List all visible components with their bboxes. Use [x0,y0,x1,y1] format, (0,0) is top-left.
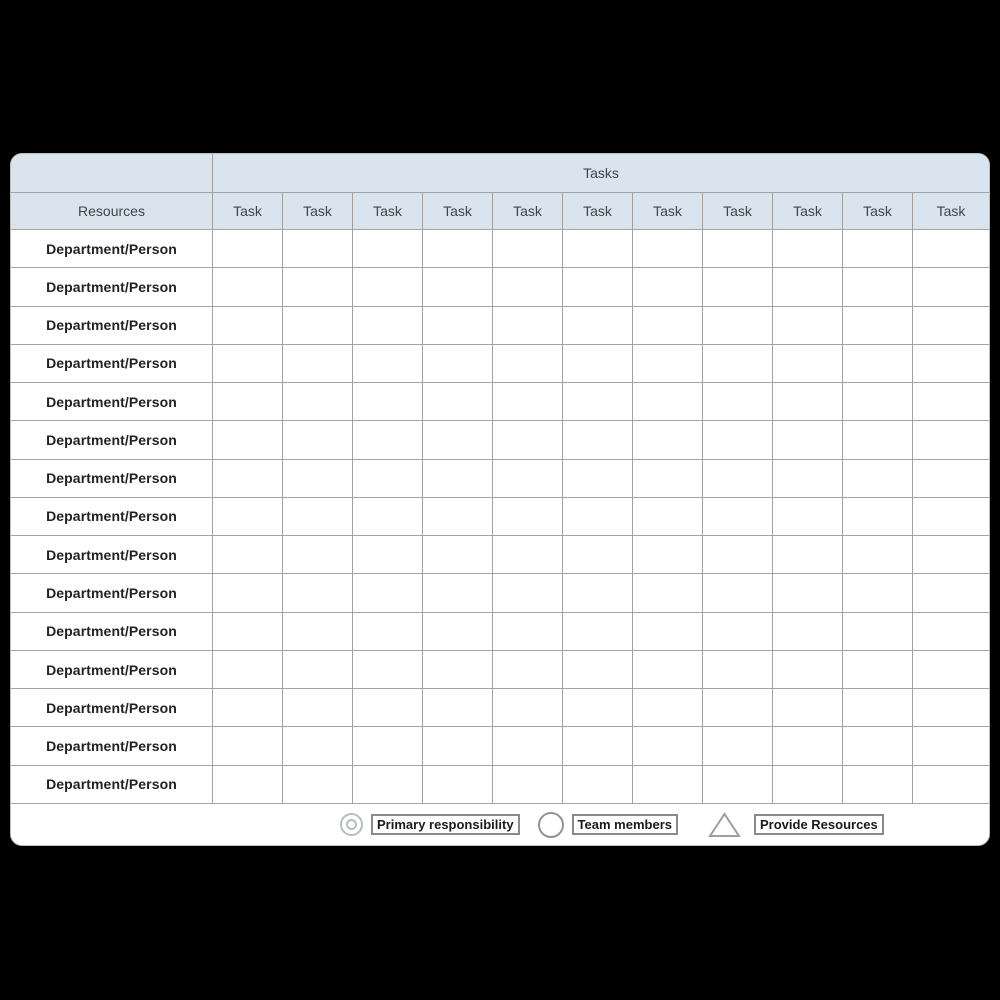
matrix-cell[interactable] [843,230,913,268]
matrix-cell[interactable] [423,268,493,306]
tasks-group-header-label: Tasks [583,165,619,181]
row-label-cell[interactable] [11,421,213,459]
matrix-cell[interactable] [493,536,563,574]
matrix-cell[interactable] [563,574,633,612]
matrix-cell[interactable] [493,727,563,765]
matrix-cell[interactable] [843,727,913,765]
matrix-cell[interactable] [423,536,493,574]
raci-matrix-card [10,153,990,846]
legend-label-provide-resources[interactable]: Provide Resources [754,814,884,835]
matrix-cell[interactable] [563,268,633,306]
provide-resources-icon [708,812,741,838]
team-members-icon [538,812,564,838]
matrix-cell[interactable] [773,766,843,804]
matrix-cell[interactable] [633,498,703,536]
task-header-cell-label: Task [793,203,822,219]
matrix-cell[interactable] [493,421,563,459]
row-label-cell-label: Department/Person [46,508,177,525]
task-header-cell[interactable] [353,193,423,230]
matrix-cell[interactable] [283,307,353,345]
matrix-cell[interactable] [353,689,423,727]
matrix-cell[interactable] [493,651,563,689]
matrix-cell[interactable] [843,268,913,306]
task-header-cell[interactable] [843,193,913,230]
matrix-cell[interactable] [563,383,633,421]
matrix-cell[interactable] [843,536,913,574]
matrix-cell[interactable] [913,498,989,536]
matrix-cell[interactable] [353,421,423,459]
matrix-cell[interactable] [563,727,633,765]
matrix-cell[interactable] [773,536,843,574]
matrix-cell[interactable] [563,613,633,651]
matrix-cell[interactable] [493,498,563,536]
matrix-cell[interactable] [353,651,423,689]
primary-responsibility-icon [340,813,363,836]
matrix-cell[interactable] [213,536,283,574]
matrix-cell[interactable] [703,727,773,765]
matrix-cell[interactable] [423,307,493,345]
matrix-cell[interactable] [563,460,633,498]
matrix-cell[interactable] [843,766,913,804]
matrix-cell[interactable] [633,307,703,345]
matrix-cell[interactable] [843,383,913,421]
matrix-cell[interactable] [213,613,283,651]
matrix-cell[interactable] [423,766,493,804]
matrix-cell[interactable] [493,766,563,804]
row-label-cell-label: Department/Person [46,278,177,295]
matrix-cell[interactable] [353,498,423,536]
matrix-cell[interactable] [703,651,773,689]
matrix-cell[interactable] [423,383,493,421]
double-circle-inner [346,819,357,830]
matrix-cell[interactable] [213,651,283,689]
matrix-cell[interactable] [843,651,913,689]
matrix-cell[interactable] [283,268,353,306]
row-label-cell[interactable] [11,574,213,612]
matrix-cell[interactable] [213,498,283,536]
row-label-cell[interactable] [11,727,213,765]
matrix-cell[interactable] [493,230,563,268]
matrix-cell[interactable] [493,689,563,727]
matrix-cell[interactable] [913,766,989,804]
row-label-cell-label: Department/Person [46,431,177,448]
matrix-cell[interactable] [283,574,353,612]
row-label-cell-label: Department/Person [46,393,177,410]
matrix-cell[interactable] [423,421,493,459]
matrix-cell[interactable] [493,613,563,651]
matrix-cell[interactable] [703,230,773,268]
matrix-cell[interactable] [633,421,703,459]
matrix-cell[interactable] [773,689,843,727]
matrix-cell[interactable] [213,383,283,421]
matrix-cell[interactable] [773,727,843,765]
matrix-cell[interactable] [633,383,703,421]
matrix-cell[interactable] [423,345,493,383]
matrix-cell[interactable] [423,613,493,651]
matrix-cell[interactable] [493,268,563,306]
matrix-cell[interactable] [423,574,493,612]
matrix-cell[interactable] [773,307,843,345]
matrix-cell[interactable] [703,421,773,459]
matrix-cell[interactable] [633,268,703,306]
row-label-cell-label: Department/Person [46,240,177,257]
matrix-cell[interactable] [633,727,703,765]
matrix-cell[interactable] [353,383,423,421]
matrix-cell[interactable] [773,574,843,612]
row-label-cell[interactable] [11,268,213,306]
task-header-cell-label: Task [513,203,542,219]
matrix-cell[interactable] [843,345,913,383]
matrix-cell[interactable] [913,727,989,765]
matrix-cell[interactable] [913,421,989,459]
matrix-cell[interactable] [353,345,423,383]
matrix-cell[interactable] [703,613,773,651]
matrix-cell[interactable] [843,574,913,612]
matrix-cell[interactable] [283,498,353,536]
matrix-cell[interactable] [353,574,423,612]
matrix-cell[interactable] [913,574,989,612]
matrix-cell[interactable] [353,307,423,345]
matrix-cell[interactable] [633,574,703,612]
task-header-cell-label: Task [303,203,332,219]
matrix-cell[interactable] [773,345,843,383]
matrix-cell[interactable] [283,766,353,804]
row-label-cell[interactable] [11,766,213,804]
legend-label-primary-responsibility[interactable]: Primary responsibility [371,814,520,835]
resources-header-label: Resources [78,203,145,219]
matrix-cell[interactable] [353,727,423,765]
matrix-cell[interactable] [703,689,773,727]
resources-header-cell[interactable] [11,193,213,230]
matrix-cell[interactable] [563,536,633,574]
task-header-cell[interactable] [283,193,353,230]
matrix-cell[interactable] [633,613,703,651]
matrix-cell[interactable] [423,689,493,727]
matrix-cell[interactable] [703,307,773,345]
matrix-cell[interactable] [773,460,843,498]
matrix-grid [11,154,989,804]
row-label-cell[interactable] [11,307,213,345]
row-label-cell-label: Department/Person [46,623,177,640]
matrix-cell[interactable] [633,460,703,498]
matrix-cell[interactable] [913,460,989,498]
corner-header-cell [11,154,213,193]
matrix-cell[interactable] [213,230,283,268]
task-header-cell[interactable] [493,193,563,230]
matrix-cell[interactable] [423,651,493,689]
row-label-cell-label: Department/Person [46,585,177,602]
matrix-cell[interactable] [633,345,703,383]
matrix-cell[interactable] [913,345,989,383]
matrix-cell[interactable] [633,689,703,727]
matrix-cell[interactable] [283,727,353,765]
matrix-cell[interactable] [353,766,423,804]
matrix-cell[interactable] [913,230,989,268]
matrix-cell[interactable] [773,230,843,268]
matrix-cell[interactable] [773,383,843,421]
task-header-cell[interactable] [773,193,843,230]
matrix-cell[interactable] [843,421,913,459]
task-header-cell[interactable] [563,193,633,230]
matrix-cell[interactable] [283,651,353,689]
task-header-cell[interactable] [633,193,703,230]
row-label-cell-label: Department/Person [46,546,177,563]
tasks-group-header-cell[interactable] [213,154,989,193]
task-header-cell-label: Task [233,203,262,219]
matrix-cell[interactable] [563,651,633,689]
matrix-cell[interactable] [283,460,353,498]
matrix-cell[interactable] [213,574,283,612]
matrix-cell[interactable] [843,498,913,536]
task-header-cell-label: Task [723,203,752,219]
matrix-cell[interactable] [913,307,989,345]
matrix-cell[interactable] [913,689,989,727]
task-header-cell[interactable] [913,193,989,230]
row-label-cell[interactable] [11,651,213,689]
row-label-cell-label: Department/Person [46,470,177,487]
row-label-cell[interactable] [11,536,213,574]
matrix-cell[interactable] [493,345,563,383]
matrix-cell[interactable] [633,536,703,574]
matrix-cell[interactable] [563,421,633,459]
matrix-cell[interactable] [493,460,563,498]
matrix-cell[interactable] [493,307,563,345]
row-label-cell[interactable] [11,460,213,498]
matrix-cell[interactable] [213,766,283,804]
matrix-cell[interactable] [773,421,843,459]
task-header-cell-label: Task [863,203,892,219]
matrix-cell[interactable] [423,498,493,536]
task-header-cell[interactable] [213,193,283,230]
matrix-cell[interactable] [563,498,633,536]
matrix-cell[interactable] [703,268,773,306]
matrix-cell[interactable] [703,574,773,612]
row-label-cell-label: Department/Person [46,738,177,755]
legend-label-team-members[interactable]: Team members [572,814,678,835]
row-label-cell-label: Department/Person [46,317,177,334]
task-header-cell[interactable] [423,193,493,230]
matrix-cell[interactable] [423,230,493,268]
task-header-cell-label: Task [936,203,966,219]
matrix-cell[interactable] [773,268,843,306]
matrix-cell[interactable] [563,766,633,804]
matrix-cell[interactable] [283,345,353,383]
matrix-cell[interactable] [353,536,423,574]
legend [11,804,989,845]
row-label-cell[interactable] [11,613,213,651]
matrix-cell[interactable] [283,536,353,574]
matrix-cell[interactable] [913,651,989,689]
matrix-cell[interactable] [843,689,913,727]
task-header-cell-label: Task [373,203,402,219]
matrix-cell[interactable] [283,421,353,459]
matrix-cell[interactable] [913,383,989,421]
row-label-cell-label: Department/Person [46,661,177,678]
matrix-cell[interactable] [633,230,703,268]
matrix-cell[interactable] [353,268,423,306]
matrix-cell[interactable] [353,230,423,268]
matrix-cell[interactable] [703,766,773,804]
matrix-cell[interactable] [773,498,843,536]
matrix-cell[interactable] [213,421,283,459]
matrix-cell[interactable] [633,766,703,804]
matrix-cell[interactable] [703,460,773,498]
matrix-cell[interactable] [353,460,423,498]
matrix-cell[interactable] [213,727,283,765]
matrix-cell[interactable] [213,268,283,306]
matrix-cell[interactable] [493,383,563,421]
row-label-cell-label: Department/Person [46,776,177,793]
matrix-cell[interactable] [773,651,843,689]
matrix-cell[interactable] [913,536,989,574]
matrix-cell[interactable] [493,574,563,612]
matrix-cell[interactable] [283,383,353,421]
matrix-cell[interactable] [563,230,633,268]
matrix-cell[interactable] [283,230,353,268]
matrix-cell[interactable] [703,383,773,421]
row-label-cell[interactable] [11,498,213,536]
matrix-cell[interactable] [423,460,493,498]
row-label-cell[interactable] [11,230,213,268]
task-header-cell-label: Task [443,203,472,219]
matrix-cell[interactable] [703,536,773,574]
matrix-cell[interactable] [353,613,423,651]
matrix-cell[interactable] [843,460,913,498]
matrix-cell[interactable] [563,345,633,383]
matrix-cell[interactable] [563,307,633,345]
matrix-cell[interactable] [563,689,633,727]
matrix-cell[interactable] [843,307,913,345]
row-label-cell[interactable] [11,383,213,421]
task-header-cell-label: Task [583,203,612,219]
row-label-cell[interactable] [11,689,213,727]
matrix-cell[interactable] [213,307,283,345]
matrix-cell[interactable] [633,651,703,689]
matrix-cell[interactable] [703,345,773,383]
matrix-cell[interactable] [213,689,283,727]
matrix-cell[interactable] [283,613,353,651]
task-header-cell[interactable] [703,193,773,230]
matrix-cell[interactable] [213,460,283,498]
matrix-cell[interactable] [913,613,989,651]
row-label-cell[interactable] [11,345,213,383]
matrix-cell[interactable] [913,268,989,306]
matrix-cell[interactable] [773,613,843,651]
matrix-cell[interactable] [843,613,913,651]
row-label-cell-label: Department/Person [46,699,177,716]
row-label-cell-label: Department/Person [46,355,177,372]
matrix-cell[interactable] [703,498,773,536]
matrix-cell[interactable] [423,727,493,765]
matrix-cell[interactable] [213,345,283,383]
task-header-cell-label: Task [653,203,682,219]
matrix-cell[interactable] [283,689,353,727]
